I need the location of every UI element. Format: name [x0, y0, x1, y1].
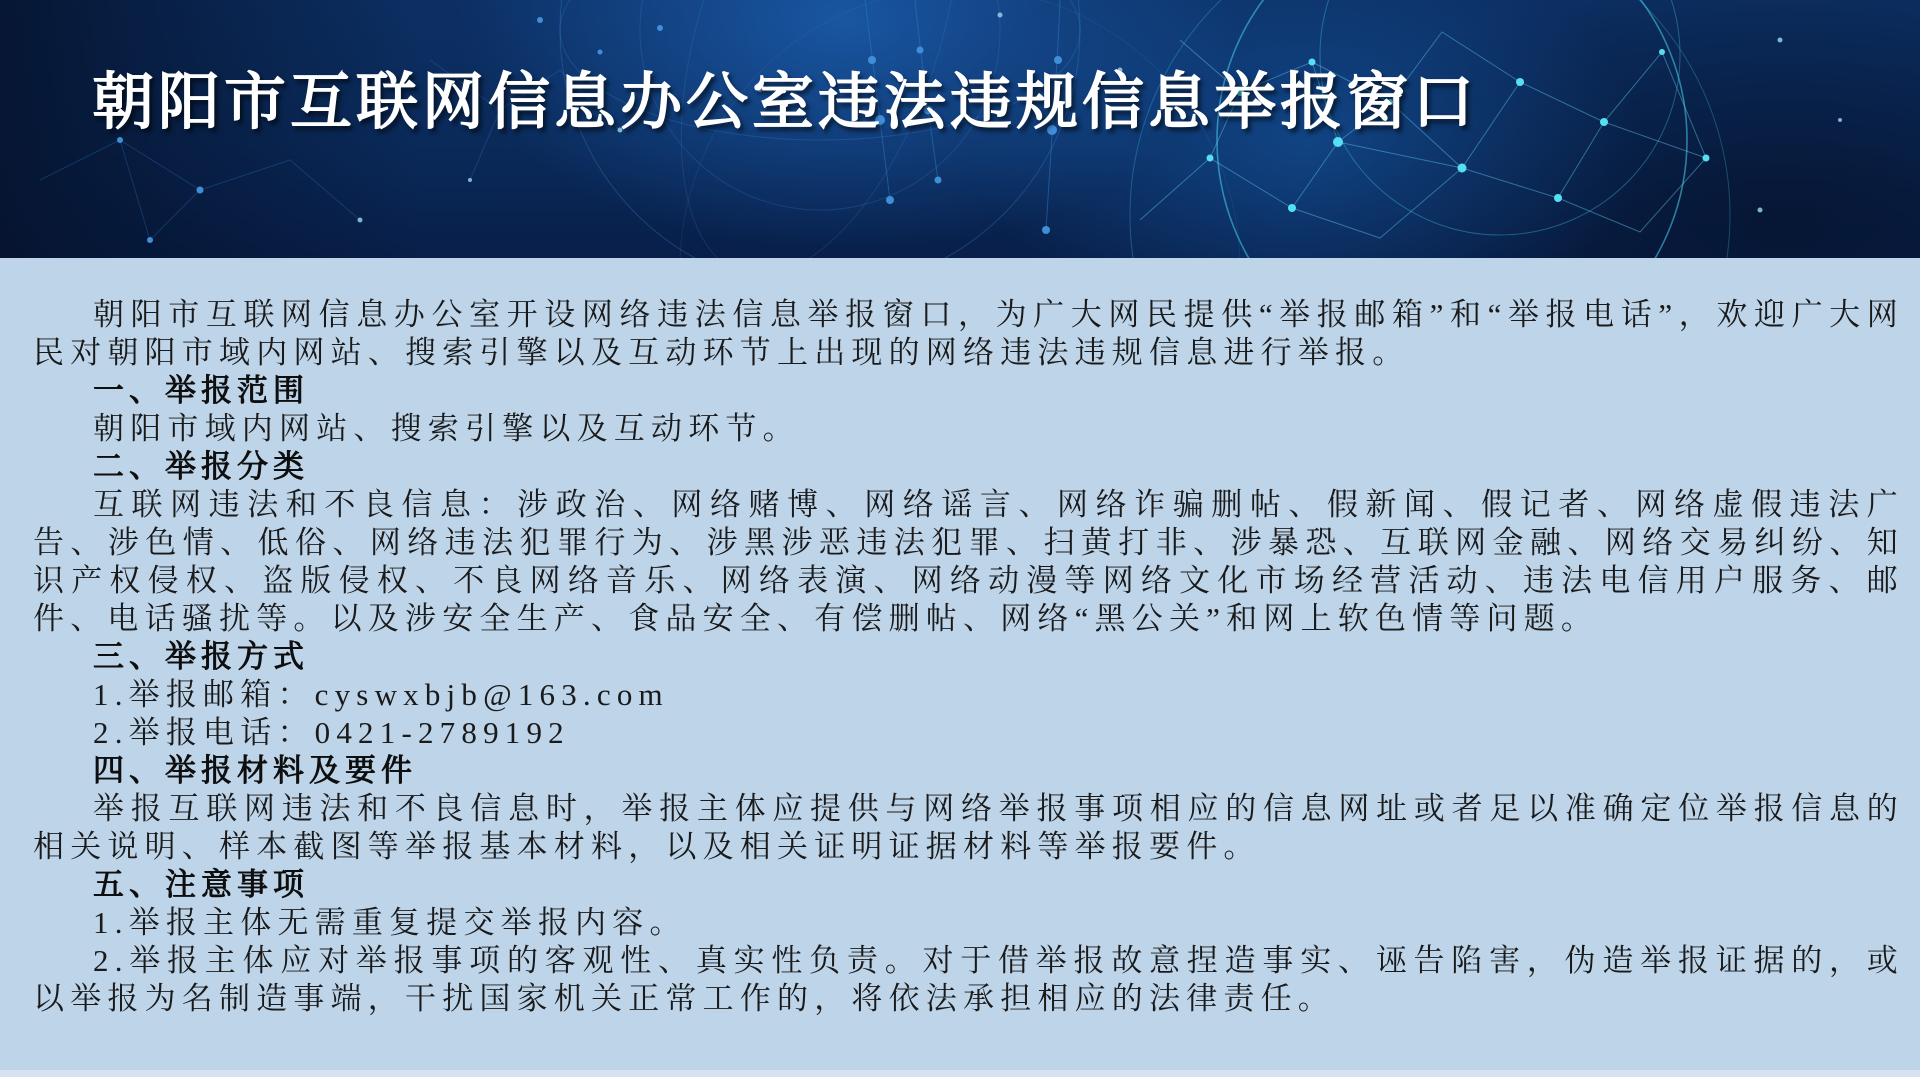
- report-section: [33, 372, 1904, 448]
- section-heading: 五、注意事项: [93, 867, 309, 902]
- report-section: [33, 638, 1904, 752]
- intro-paragraph: 朝阳市互联网信息办公室开设网络违法信息举报窗口，为广大网民提供“举报邮箱”和“举报电话”，欢迎广大网民对朝阳市域内网站、搜索引擎以及互动环节上出现的网络违法违规信息进行举报。: [33, 297, 1904, 370]
- section-paragraph: 2.举报电话：0421-2789192: [93, 715, 570, 750]
- report-section: [33, 752, 1904, 866]
- section-paragraph: 举报互联网违法和不良信息时，举报主体应提供与网络举报事项相应的信息网址或者足以准确定位举报信息的相关说明、样本截图等举报基本材料，以及相关证明证据材料等举报要件。: [33, 791, 1904, 864]
- sections-list: [33, 372, 1904, 1018]
- content-area: [0, 258, 1920, 1077]
- banner: [0, 0, 1920, 258]
- report-section: [33, 866, 1904, 1018]
- section-heading: 三、举报方式: [93, 639, 309, 674]
- section-paragraph: 1.举报邮箱：cyswxbjb@163.com: [93, 677, 669, 712]
- section-paragraph: 2.举报主体应对举报事项的客观性、真实性负责。对于借举报故意捏造事实、诬告陷害，伪造举报证据的，或以举报为名制造事端，干扰国家机关正常工作的，将依法承担相应的法律责任。: [33, 943, 1904, 1016]
- section-heading: 一、举报范围: [93, 373, 309, 408]
- bottom-strip: [0, 1070, 1920, 1077]
- section-heading: 四、举报材料及要件: [93, 753, 417, 788]
- section-heading: 二、举报分类: [93, 449, 309, 484]
- page-title: 朝阳市互联网信息办公室违法违规信息举报窗口: [92, 69, 1479, 137]
- section-paragraph: 1.举报主体无需重复提交举报内容。: [93, 905, 687, 940]
- section-paragraph: 互联网违法和不良信息：涉政治、网络赌博、网络谣言、网络诈骗删帖、假新闻、假记者、网络虚假违法广告、涉色情、低俗、网络违法犯罪行为、涉黑涉恶违法犯罪、扫黄打非、涉暴恐、互联网金融、网络交易纠纷、知识产权侵权、盗版侵权、不良网络音乐、网络表演、网络动漫等网络文化市场经营活动、违法电信用户服务、邮件、电话骚扰等。以及涉安全生产、食品安全、有偿删帖、网络“黑公关”和网上软色情等问题。: [33, 487, 1904, 636]
- report-section: [33, 448, 1904, 638]
- section-paragraph: 朝阳市域内网站、搜索引擎以及互动环节。: [93, 411, 800, 446]
